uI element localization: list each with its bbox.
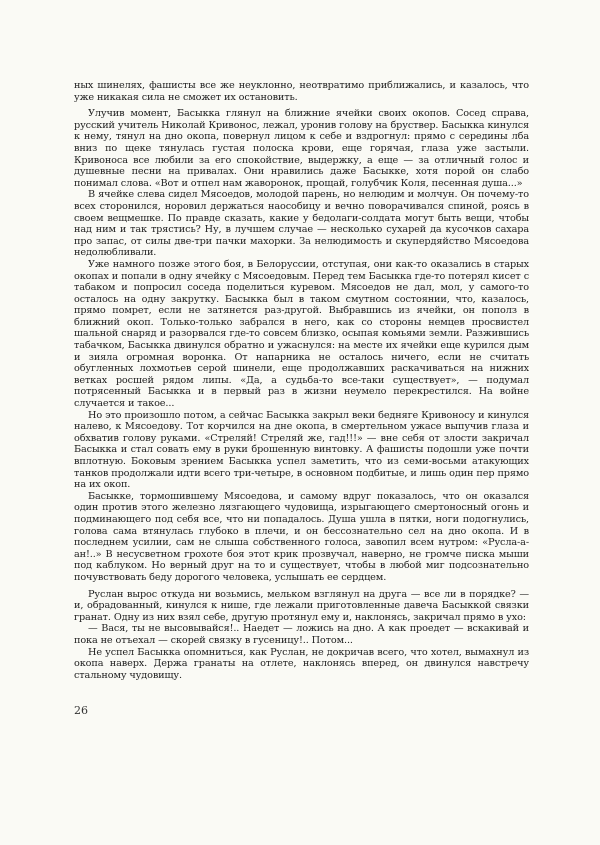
paragraph-2: Улучив момент, Басыкка глянул на ближние ячейки своих окопов. Сосед справа, русский учитель Николай Кривонос, лежал, уронив голову на бруствер. Басыкка кинулся к нему, тянул на дно окопа, повернул лицом к себе и вздрогнул: прямо с середины лба вниз по щеке тянулась густая полоска крови, еще горячая, глаза уже застыли. Кривоноса все любили за его спокойствие, выдержку, а еще — за отличный голос и душевные песни на привалах. Они нравились даже Басыкке, хотя порой он слабо понимал слова. «Вот и отпел нам жаворонок, прощай, голубчик Коля, песенная душа...» [74,108,529,189]
paragraph-6: Басыкке, тормошившему Мясоедова, и самому вдруг показалось, что он оказался один против этого железно лязгающего чудовища, изрыгающего смертоносный огонь и подминающего под себя все, что ни попадалось. Душа ушла в пятки, ноги подогнулись, голова сама втянулась глубоко в плечи, и он бессознательно сел на дно окопа. И в последнем усилии, сам не слыша собственного голоса, завопил всем нутром: «Русла-а-ан!..» В несусветном грохоте боя этот крик прозвучал, наверно, не громче писка мыши под каблуком. Но верный друг на то и существует, чтобы в любой миг подсознательно почувствовать беду дорогого человека, услышать ее сердцем. [74,490,529,583]
paragraph-7: Руслан вырос откуда ни возьмись, мельком взглянул на друга — все ли в порядке? — и, обрадованный, кинулся к нише, где лежали приготовленные давеча Басыккой связки гранат. Одну из них взял себе, другую протянул ему и, наклонясь, закричал прямо в ухо: [74,588,529,623]
page-number: 26 [74,704,88,717]
paragraph-9: Не успел Басыкка опомниться, как Руслан, не докричав всего, что хотел, вымахнул из окопа наверх. Держа гранаты на отлете, наклонясь вперед, он двинулся навстречу стальному чудовищу. [74,646,529,681]
paragraph-8: — Вася, ты не высовывайся!.. Наедет — ложись на дно. А как проедет — вскакивай и пока не отъехал — скорей связку в гусеницу!.. Потом... [74,623,529,646]
paragraph-3: В ячейке слева сидел Мясоедов, молодой парень, но нелюдим и молчун. Он почему-то всех сторонился, норовил держаться наособицу и вечно поворачивался спиной, роясь в своем вещмешке. По правде сказать, какие у бедолаги-солдата могут быть вещи, чтобы над ним и так трястись? Ну, в лучшем случае — несколько сухарей да кусочков сахара про запас, от силы две-три пачки махорки. За нелюдимость и скупердяйство Мясоедова недолюбливали. [74,189,529,259]
paragraph-5: Но это произошло потом, а сейчас Басыкка закрыл веки бедняге Кривоносу и кинулся налево, к Мясоедову. Тот корчился на дне окопа, в смертельном ужасе выпучив глаза и обхватив голову руками. «Стреляй! Стреляй же, гад!!!» — вне себя от злости закричал Басыкка и стал совать ему в руки брошенную винтовку. А фашисты подошли уже почти вплотную. Боковым зрением Басыкка успел заметить, что из семи-восьми атакующих танков продолжали идти всего три-четыре, в основном подбитые, и лишь один пер прямо на их окоп. [74,409,529,491]
paragraph-1: ных шинелях, фашисты все же неуклонно, неотвратимо приближались, и казалось, что уже никакая сила не сможет их остановить. [74,80,529,103]
paragraph-4: Уже намного позже этого боя, в Белоруссии, отступая, они как-то оказались в старых окопах и попали в одну ячейку с Мясоедовым. Перед тем Басыкка где-то потерял кисет с табаком и попросил соседа поделиться куревом. Мясоедов не дал, мол, у самого-то осталось на одну закрутку. Басыкка был в таком смутном состоянии, что, казалось, прямо помрет, если не затянется раз-другой. Выбравшись из ячейки, он пополз в ближний окоп. Только-только забрался в него, как со стороны немцев просвистел шальной снаряд и разорвался где-то совсем близко, осыпая комьями земли. Разжившись табачком, Басыкка двинулся обратно и ужаснулся: на месте их ячейки еще курился дым и зияла огромная воронка. От напарника не осталось ничего, если не считать обугленных лохмотьев серой шинели, еще продолжавших раскачиваться на нижних ветках росшей рядом липы. «Да, а судьба-то все-таки существует», — подумал потрясенный Басыкка и в первый раз в жизни неумело перекрестился. На войне случается и такое... [74,258,529,410]
